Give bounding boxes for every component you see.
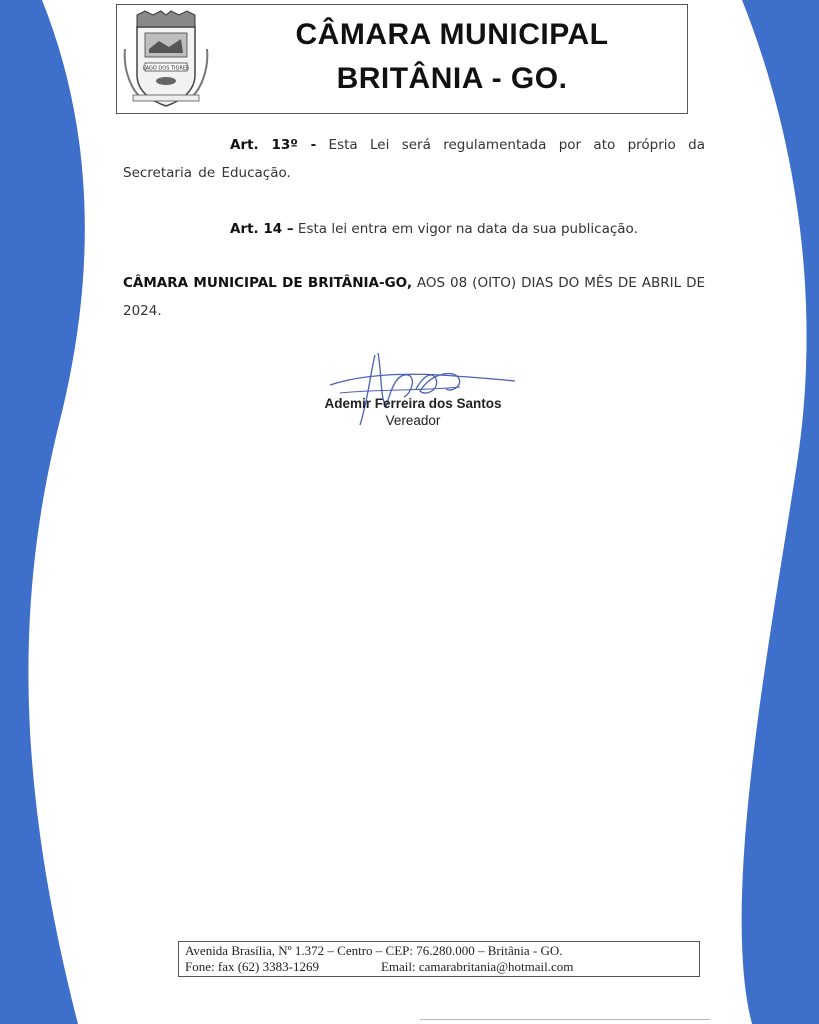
footer-address: Avenida Brasília, Nº 1.372 – Centro – CEP: 76.280.000 – Britânia - GO. [185,943,563,958]
footer-phone: Fone: fax (62) 3383-1269 [185,959,319,974]
signer-role: Vereador [385,413,441,428]
article-14-label: Art. 14 – [230,221,294,237]
article-13 [123,131,705,187]
footer-email: Email: camarabritania@hotmail.com [380,959,574,974]
article-13-text: Esta Lei será regulamentada por ato próprio da Secretaria de Educação. [123,137,705,181]
footer-contact [178,941,700,977]
bottom-divider [420,1019,710,1020]
article-13-label: Art. 13º - [230,137,317,153]
closing-label: CÂMARA MUNICIPAL DE BRITÂNIA-GO, [123,275,412,291]
footer-contact-row [185,959,693,975]
article-14 [230,215,710,243]
title-line-1: CÂMARA MUNICIPAL [295,18,609,51]
closing-text: AOS 08 (OITO) DIAS DO MÊS DE ABRIL DE 2024. [123,275,705,319]
title-line-2: BRITÂNIA - GO. [336,62,568,95]
closing-statement [123,269,705,325]
chamber-title [237,13,667,101]
footer-address-row [185,943,693,959]
crest-motto: LAGO DOS TIGRES [142,65,190,72]
letterhead [116,4,688,114]
article-14-text: Esta lei entra em vigor na data da sua publicação. [293,221,638,237]
municipal-crest-icon [123,9,209,109]
signer-name: Ademir Ferreira dos Santos [324,396,502,411]
